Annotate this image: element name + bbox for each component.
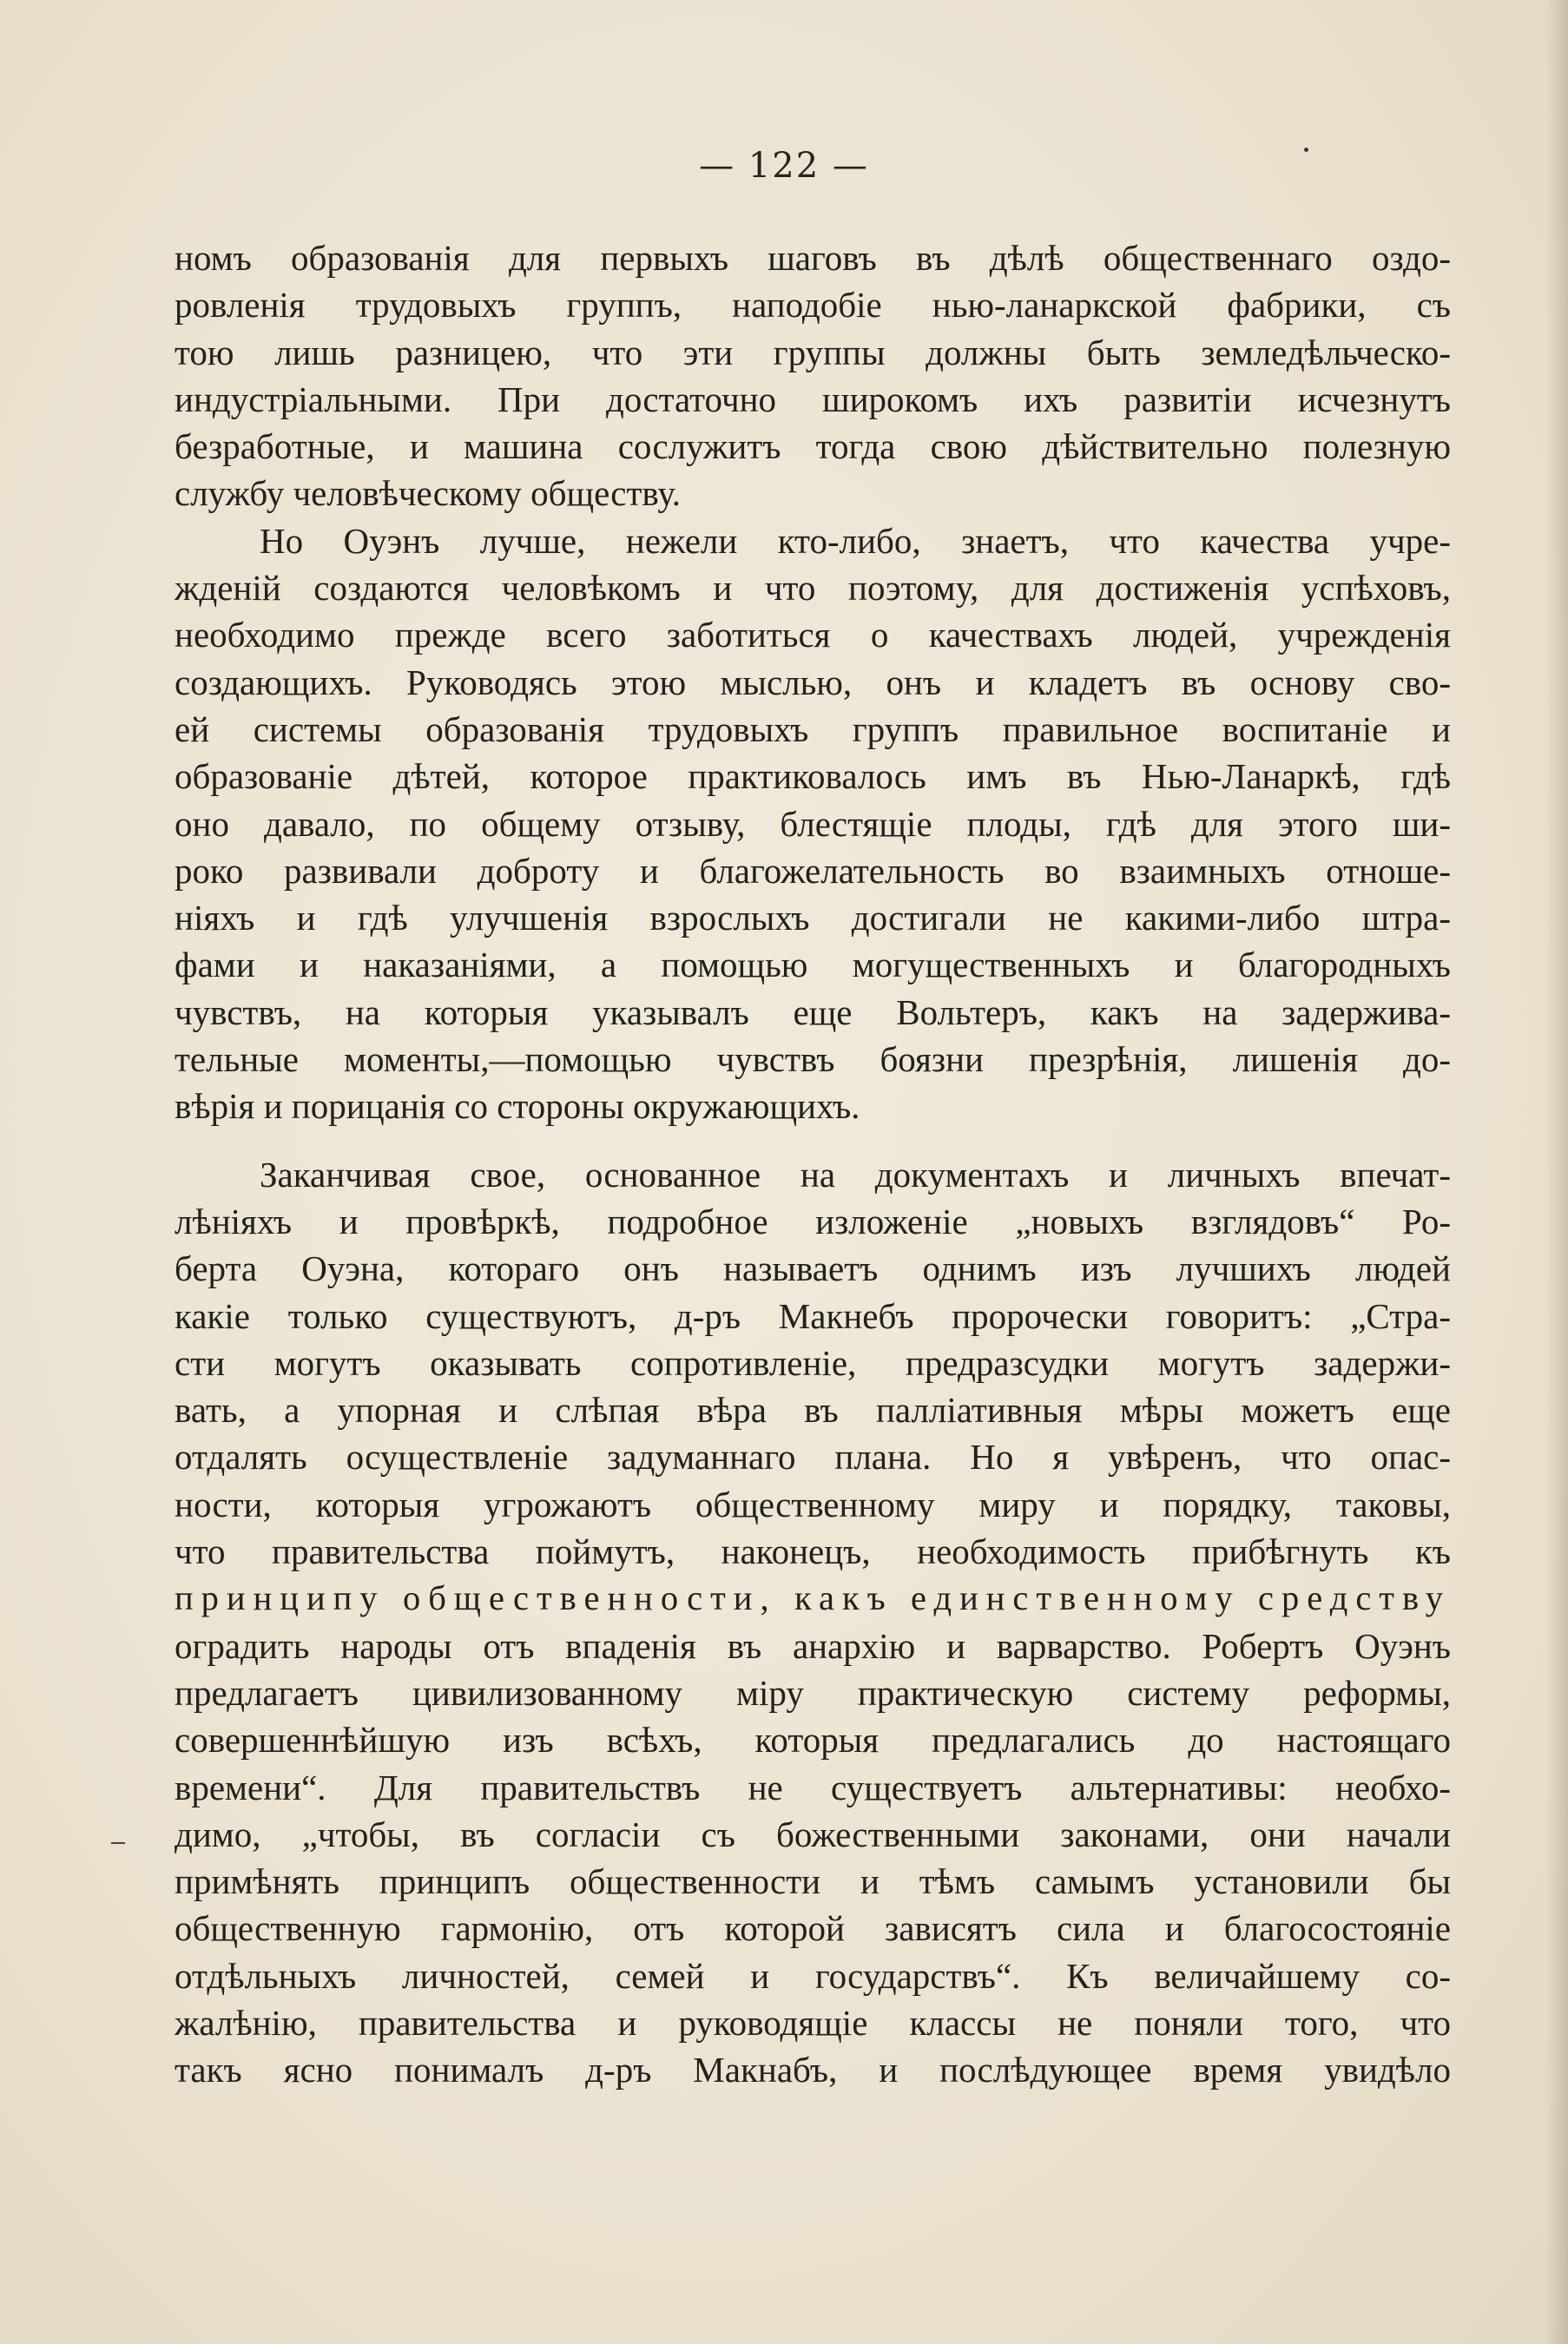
- text-line: образованіе дѣтей, которое практиковалось имъ въ Нью-Ланаркѣ, гдѣ: [175, 756, 1451, 797]
- text-line: ніяхъ и гдѣ улучшенія взрослыхъ достигали не какими-либо штра-: [175, 898, 1451, 938]
- page-number: — 122 —: [699, 146, 869, 186]
- page-edge-shadow: [1545, 0, 1568, 2344]
- text-line: отдѣльныхъ личностей, семей и государствъ“. Къ величайшему со-: [175, 1955, 1451, 1996]
- text-line: предлагаетъ цивилизованному міру практическую систему реформы,: [175, 1672, 1451, 1713]
- text-line: сти могутъ оказывать сопротивленіе, предразсудки могутъ задержи-: [175, 1342, 1451, 1383]
- text-line: индустріальными. При достаточно широкомъ ихъ развитіи исчезнутъ: [175, 379, 1451, 419]
- text-line: отдалять осуществленіе задуманнаго плана. Но я увѣренъ, что опас-: [175, 1437, 1451, 1478]
- text-line: роко развивали доброту и благожелательность во взаимныхъ отноше-: [175, 850, 1451, 891]
- text-line: необходимо прежде всего заботиться о качествахъ людей, учрежденія: [175, 615, 1451, 655]
- text-line: что правительства поймутъ, наконецъ, необходимость прибѣгнуть къ: [175, 1531, 1451, 1572]
- text-line: вать, а упорная и слѣпая вѣра въ паллiативныя мѣры можетъ еще: [175, 1390, 1451, 1431]
- margin-mark: [111, 1842, 125, 1844]
- text-line: фами и наказаніями, а помощью могущественныхъ и благородныхъ: [175, 945, 1451, 985]
- text-line: ности, которыя угрожаютъ общественному миру и порядку, таковы,: [175, 1484, 1451, 1524]
- text-line: оградить народы отъ впаденія въ анархію и варварство. Робертъ Оуэнъ: [175, 1625, 1451, 1666]
- text-line: совершеннѣйшую изъ всѣхъ, которыя предлагались до настоящаго: [175, 1720, 1451, 1761]
- paragraph-gap: [175, 1130, 1451, 1151]
- text-line: тою лишь разницею, что эти группы должны быть земледѣльческо-: [175, 332, 1451, 372]
- text-line: вѣрія и порицанія со стороны окружающихъ.: [175, 1086, 860, 1127]
- text-line: какіе только существуютъ, д-ръ Макнебъ пророчески говоритъ: „Стра-: [175, 1295, 1451, 1336]
- text-line: тельные моменты,—помощью чувствъ боязни презрѣнія, лишенія до-: [175, 1039, 1451, 1080]
- text-line: такъ ясно понималъ д-ръ Макнабъ, и послѣдующее время увидѣло: [175, 2050, 1451, 2091]
- text-line: оно давало, по общему отзыву, блестящіе плоды, гдѣ для этого ши-: [175, 803, 1451, 844]
- text-line: берта Оуэна, котораго онъ называетъ однимъ изъ лучшихъ людей: [175, 1248, 1451, 1289]
- text-line: службу человѣческому обществу.: [175, 473, 682, 514]
- text-line: лѣніяхъ и провѣркѣ, подробное изложеніе „новыхъ взглядовъ“ Ро-: [175, 1201, 1451, 1241]
- text-line: жденій создаются человѣкомъ и что поэтому, для достиженія успѣховъ,: [175, 568, 1451, 609]
- text-line: чувствъ, на которыя указывалъ еще Вольтеръ, какъ на задержива-: [175, 991, 1451, 1032]
- text-body: [175, 234, 1451, 2094]
- text-line: общественную гармонію, отъ которой зависятъ сила и благосостояніе: [175, 1908, 1451, 1949]
- text-line: димо, „чтобы, въ согласіи съ божественными законами, они начали: [175, 1814, 1451, 1854]
- text-line: Заканчивая свое, основанное на документахъ и личныхъ впечат-: [260, 1154, 1451, 1195]
- text-line: создающихъ. Руководясь этою мыслью, онъ и кладетъ въ основу сво-: [175, 662, 1451, 702]
- text-line: времени“. Для правительствъ не существуетъ альтернативы: необхо-: [175, 1767, 1451, 1807]
- text-line: номъ образованія для первыхъ шаговъ въ дѣлѣ общественнаго оздо-: [175, 238, 1451, 278]
- text-line: Но Оуэнъ лучше, нежели кто-либо, знаетъ, что качества учре-: [260, 520, 1451, 561]
- text-line: примѣнять принципъ общественности и тѣмъ самымъ установили бы: [175, 1861, 1451, 1902]
- text-line: ровленія трудовыхъ группъ, наподобіе нью-ланаркской фабрики, съ: [175, 285, 1451, 326]
- text-line: ей системы образованія трудовыхъ группъ правильное воспитаніе и: [175, 708, 1451, 749]
- text-line: безработные, и машина сослужитъ тогда свою дѣйствительно полезную: [175, 426, 1451, 467]
- text-line: жалѣнію, правительства и руководящіе классы не поняли того, что: [175, 2002, 1451, 2043]
- text-line-spaced: принципу общественности, какъ единственному средству: [175, 1578, 1451, 1618]
